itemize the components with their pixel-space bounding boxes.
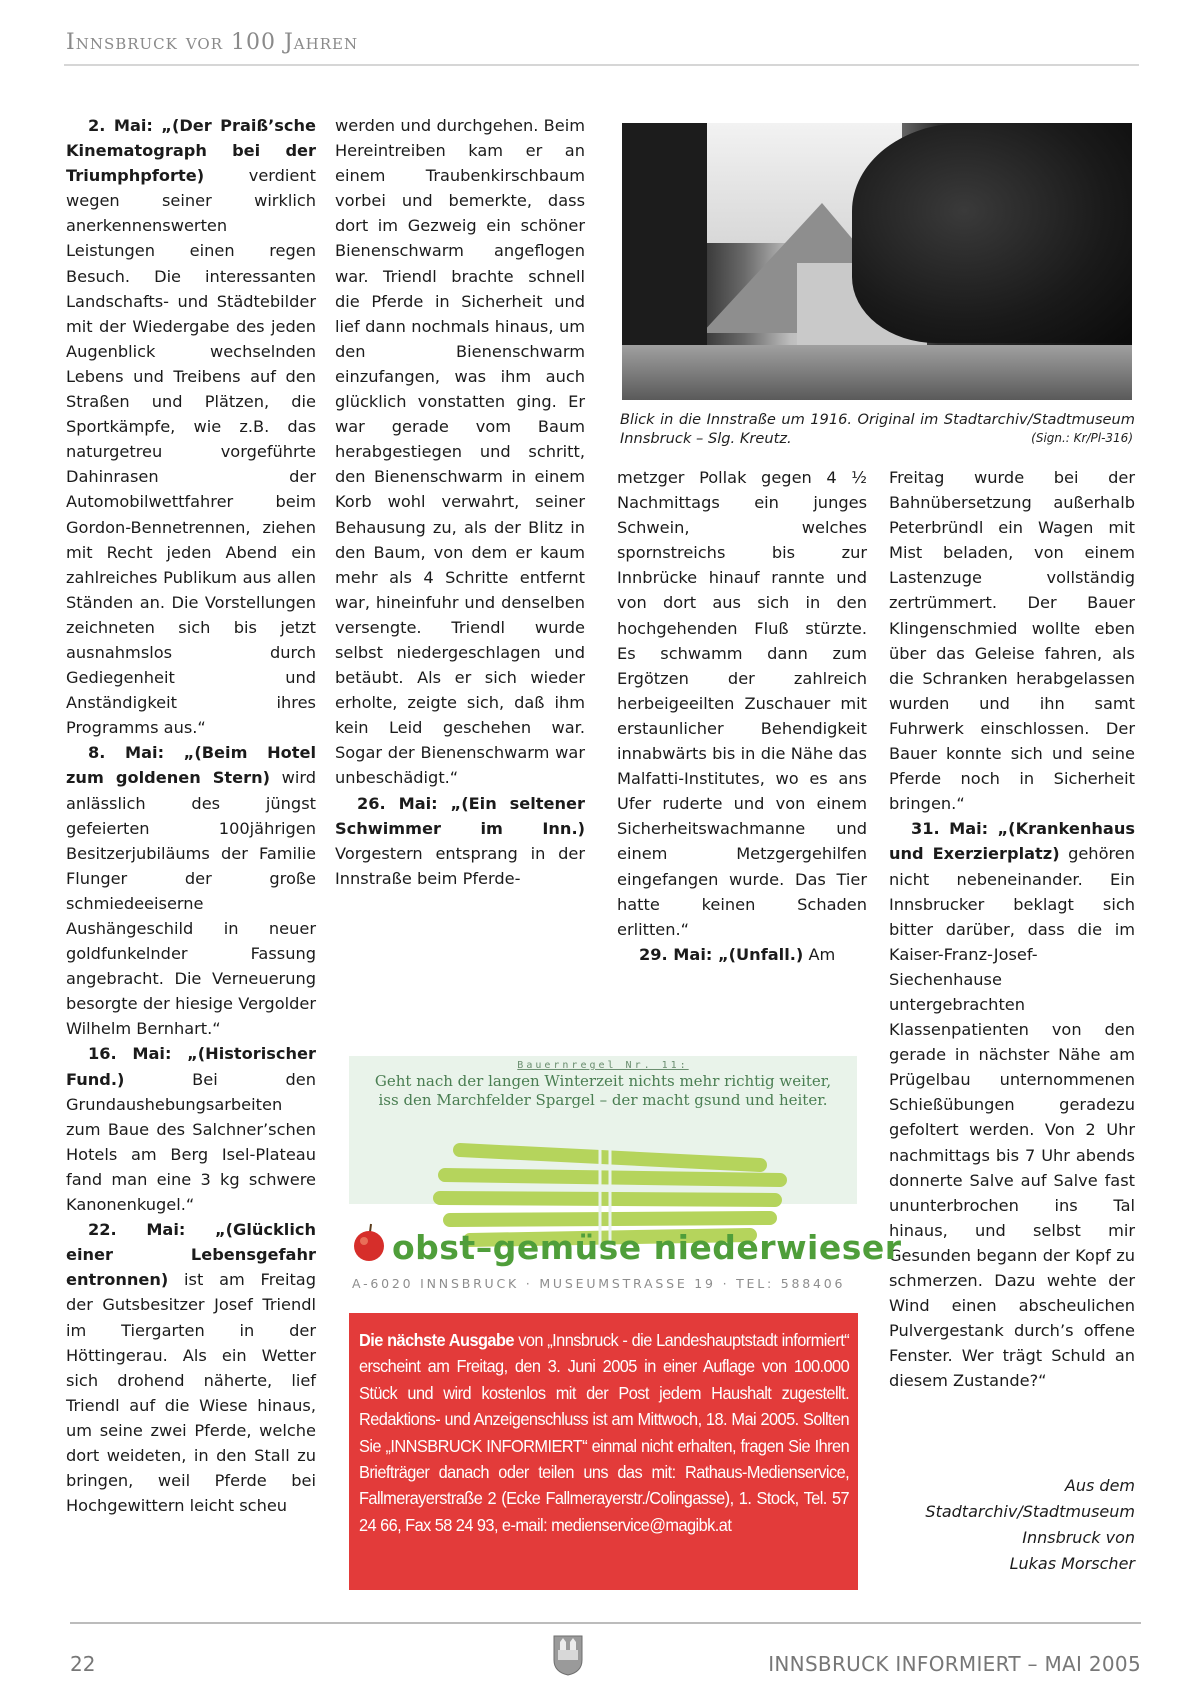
header-divider <box>64 64 1139 66</box>
publication-footer: INNSBRUCK INFORMIERT – MAI 2005 <box>768 1652 1141 1676</box>
entry-22-mai-continued <box>335 113 585 791</box>
entry-body: wird anlässlich des jüngst gefeierten 100jährigen Besitzerjubiläums der Familie Flunger der große schmiedeeiserne Aushängeschild in neuer goldfunkelnder Fassung angebracht. Die Verneuerung besorgte der hiesige Vergolder Wilhelm Bernhart.“ <box>66 768 317 1039</box>
notice-lead: Die nächste Ausgabe <box>359 1330 514 1350</box>
notice-body: von „Innsbruck - die Landeshauptstadt informiert“ erscheint am Freitag, den 3. Juni 2005 in einer Auflage von 100.000 Stück und wird kostenlos mit der Post jedem Haushalt zugestellt. Redaktions- und Anzeigenschluss ist am Mittwoch, 18. Mai 2005. Sollten Sie „INNSBRUCK INFORMIERT“ einmal nicht erhalten, fragen Sie Ihren Briefträger danach oder teilen uns das mit: Rathaus-Medienservice, Fallmerayerstraße 2 (Ecke Fallmerayerstr./Colingasse), 1. Stock, Tel. 57 24 66, Fax 58 24 93, e-mail: medienservice@magibk.at <box>359 1330 850 1535</box>
signature-line: Stadtarchiv/Stadtmuseum <box>925 1502 1135 1521</box>
entry-body: Vorgestern entsprang in der Innstraße beim Pferde- <box>335 843 585 888</box>
photo-caption <box>620 410 1135 448</box>
photo-street <box>622 345 1132 400</box>
entry-body: metzger Pollak gegen 4 ½ Nachmittags ein junges Schwein, welches spornstreichs bis zur Innbrücke hinauf rannte und von dort aus sich in den hochgehenden Fluß stürzte. Es schwamm dann zum Ergötzen der zahlreich herbeigeeilten Zuschauer mit erstaunlicher Behendigkeit innabwärts bis in die Nähe das Malfatti-Institutes, wo es ans Ufer ruderte und von einem Sicherheitswachmanne und einem Metzgergehilfen eingefangen wurde. Das Tier hatte keinen Schaden erlitten.“ <box>617 468 867 939</box>
advert-brand: obst–gemüse niederwieser <box>392 1228 902 1267</box>
signature-line: Innsbruck von <box>1022 1528 1135 1547</box>
entry-heading: 16. Mai: „(Historischer Fund.) <box>66 1044 316 1089</box>
next-issue-notice <box>349 1313 858 1590</box>
entry-body: gehören nicht nebeneinander. Ein Innsbrucker beklagt sich bitter darüber, dass die im Kaiser-Franz-Josef-Siechenhause untergebrachten Klassenpatienten von den gerade in nächster Nähe am Prügelbau unternommenen Schießübungen geradezu gefoltert werden. Von 2 Uhr nachmittags bis 7 Uhr abends donnerte Salve auf Salve fast ununterbrochen ins Tal hinaus, und selbst mir Gesunden begann der Kopf zu schmerzen. Dazu wehte der Wind einen abscheulichen Pulvergestank durch’s offene Fenster. Wer trägt Schuld an diesem Zustande?“ <box>889 844 1135 1391</box>
entry-26-mai-continued <box>617 465 867 942</box>
entry-heading: 8. Mai: „(Beim Hotel zum goldenen Stern) <box>66 743 316 788</box>
entry-heading: 26. Mai: „(Ein seltener Schwimmer im Inn.) <box>335 793 585 838</box>
article-column-1 <box>66 113 316 1518</box>
entry-heading: 22. Mai: „(Glücklich einer Lebensgefahr entronnen) <box>66 1220 316 1290</box>
entry-16-mai <box>66 1041 316 1217</box>
entry-heading: 31. Mai: „(Krankenhaus und Exerzierplatz) <box>889 819 1135 864</box>
article-column-4 <box>889 465 1135 1393</box>
article-column-3 <box>617 465 867 967</box>
entry-body: Bei den Grundaushebungsarbeiten zum Baue des Salchner’schen Hotels am Berg Isel-Plateau fand man eine 3 kg schwere Kanonenkugel.“ <box>66 1069 316 1215</box>
apple-icon <box>350 1222 390 1262</box>
signature-line: Aus dem <box>1064 1476 1135 1495</box>
rhyme-line-2: iss den Marchfelder Spargel – der macht gsund und heiter. <box>378 1091 828 1109</box>
rhyme-line-1: Geht nach der langen Winterzeit nichts mehr richtig weiter, <box>374 1072 832 1090</box>
advert-address: A-6020 INNSBRUCK · MUSEUMSTRASSE 19 · TEL: 588406 <box>352 1276 846 1291</box>
entry-body: verdient wegen seiner wirklich anerkennenswerten Leistungen einen regen Besuch. Die interessanten Landschafts- und Städtebilder mit der Wiedergabe des jeden Augenblick wechselnden Lebens und Treibens auf den Straßen und Plätzen, die Sportkämpfe, wie z.B. das naturgetreu vorgeführte Dahinrasen der Automobilwettfahrer beim Gordon-Bennetrennen, ziehen mit Recht jeden Abend ein zahlreiches Publikum aus allen Ständen an. Die Vorstellungen zeichneten sich bis jetzt ausnahmslos durch Gediegenheit und Anständigkeit ihres Programms aus.“ <box>66 166 316 738</box>
entry-29-mai <box>617 942 867 967</box>
entry-22-mai <box>66 1217 316 1518</box>
entry-2-mai <box>66 113 316 740</box>
archive-signature: (Sign.: Kr/Pl-316) <box>1031 431 1133 445</box>
author-signature <box>889 1473 1135 1577</box>
historical-photo <box>622 123 1132 400</box>
entry-body: Freitag wurde bei der Bahnübersetzung außerhalb Peterbründl ein Wagen mit Mist beladen, von einem Lastenzuge vollständig zertrümmert. Der Bauer Klingenschmied wollte eben über das Geleise fahren, als die Schranken herabgelassen wurden und ihn samt Fuhrwerk einschlossen. Der Bauer konnte sich und seine Pferde noch in Sicherheit bringen.“ <box>889 468 1135 814</box>
article-column-2 <box>335 113 585 891</box>
entry-heading: 2. Mai: „(Der Praiß’sche Kinematograph bei der Triumphpforte) <box>66 116 316 186</box>
entry-31-mai <box>889 816 1135 1393</box>
photo-trees <box>852 123 1132 343</box>
notice-text <box>359 1327 849 1538</box>
running-header: Innsbruck vor 100 Jahren <box>66 30 359 55</box>
advert-rule-label: Bauernregel Nr. 11: <box>517 1060 689 1071</box>
entry-body: werden und durchgehen. Beim Hereintreiben kam er an einem Traubenkirschbaum vorbei und bemerkte, dass dort im Gezweig ein schöner Bienenschwarm angeflogen war. Triendl brachte schnell die Pferde in Sicherheit und lief dann nochmals hinaus, um den Bienenschwarm einzufangen, was ihm auch glücklich vonstatten ging. Er war gerade vom Baum herabgestiegen und schritt, den Bienenschwarm in einem Korb wohl verwahrt, seiner Behausung zu, als der Blitz in den Baum, von dem er kaum mehr als 4 Schritte entfernt war, hineinfuhr und denselben versengte. Triendl wurde selbst niedergeschlagen und betäubt. Als er sich wieder erholte, zeigte sich, daß ihm kein Leid geschehen war. Sogar der Bienenschwarm war unbeschädigt.“ <box>335 116 585 788</box>
entry-body: Am <box>803 944 836 964</box>
signature-author: Lukas Morscher <box>1009 1554 1135 1573</box>
page-number: 22 <box>70 1652 96 1676</box>
advert-rhyme <box>349 1072 857 1110</box>
entry-29-mai-continued <box>889 465 1135 816</box>
entry-heading: 29. Mai: „(Unfall.) <box>639 944 804 964</box>
city-crest-icon <box>552 1632 584 1676</box>
entry-26-mai <box>335 791 585 891</box>
entry-body: ist am Freitag der Gutsbesitzer Josef Triendl im Tiergarten in der Höttingerau. Als ein Wetter sich drohend näherte, lief Triendl auf die Wiese hinaus, um seine zwei Pferde, welche dort weideten, in den Stall zu bringen, weil Pferde bei Hochgewittern leicht scheu <box>66 1270 316 1516</box>
entry-8-mai <box>66 740 316 1041</box>
caption-text: Blick in die Innstraße um 1916. Original im Stadtarchiv/Stadtmuseum Innsbruck – Slg. Kreutz. <box>620 411 1135 447</box>
footer-divider <box>70 1622 1141 1624</box>
